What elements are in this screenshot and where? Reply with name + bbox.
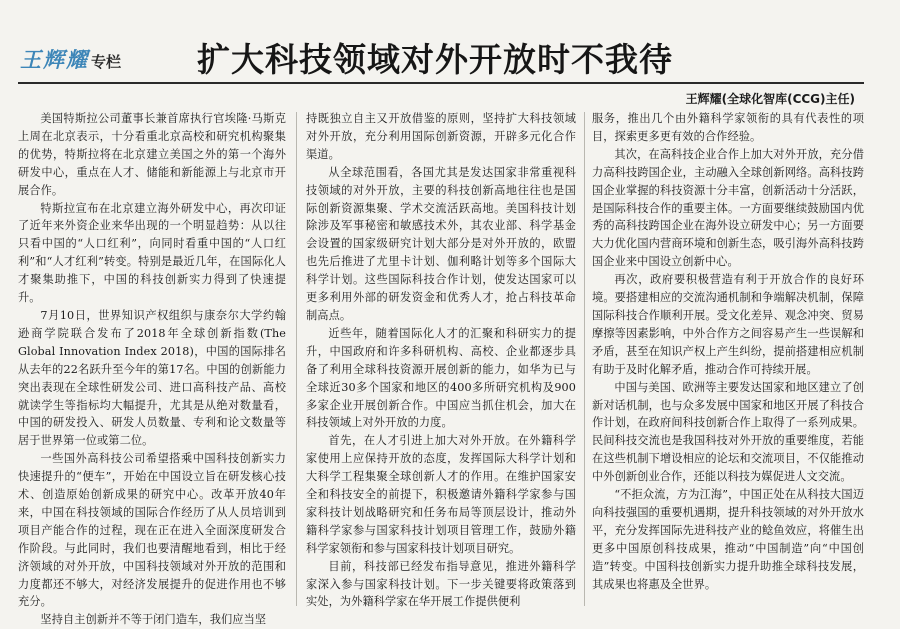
paragraph: 美国特斯拉公司董事长兼首席执行官埃隆·马斯克上周在北京表示，十分看重北京高校和研究机构聚集的优势，特斯拉将在北京建立美国之外的第一个海外研发中心，重点在人才、储能和新能源上与北京市开展合作。 bbox=[18, 112, 286, 197]
paragraph: 7月10日，世界知识产权组织与康奈尔大学约翰逊商学院联合发布了2018年全球创新指数(The Global Innovation Index 2018)，中国的国际排名从去年的22名跃升至今年的第17名。中国的创新能力突出表现在全球性研发公司、进口高科技产品、高校就读学生等指标均大幅提升，尤其是从绝对数量看，中国的研发投入、研发人员数量、专利和论文数量等居于世界第一位或第二位。 bbox=[18, 308, 286, 448]
paragraph: 服务，推出几个由外籍科学家领衔的具有代表性的项目，探索更多更有效的合作经验。 bbox=[592, 112, 864, 143]
article-column-1 bbox=[18, 110, 286, 627]
paragraph: 目前，科技部已经发布指导意见，推进外籍科学家深入参与国家科技计划。下一步关键要将政策落到实处，为外籍科学家在华开展工作提供便利 bbox=[306, 559, 576, 609]
header-divider bbox=[18, 82, 864, 84]
paragraph: 坚持自主创新并不等于闭门造车，我们应当坚 bbox=[40, 613, 267, 627]
article-column-3 bbox=[592, 110, 864, 610]
paragraph: 一些国外高科技公司希望搭乘中国科技创新实力快速提升的“便车”，开始在中国设立旨在研发核心技术、创造原始创新成果的研究中心。改革开放40年来，中国在科技领域的国际合作经历了从人员培训到项目产能合作的过程，现在正在进入全面深度研发合作阶段。与此同时，我们也要清醒地看到，相比于经济领域的对外开放，中国科技领域对外开放的范围和力度都还不够大，对经济发展提升的促进作用也不够充分。 bbox=[18, 452, 286, 609]
column-divider bbox=[296, 112, 297, 606]
paragraph: 从全球范围看，各国尤其是发达国家非常重视科技领域的对外开放，主要的科技创新高地往往也是国际创新资源集聚、学术交流活跃高地。美国科技计划除涉及军事秘密和敏感技术外，其农业部、科学基金会设置的国家级研究计划大部分是对外开放的，欧盟也先后推进了尤里卡计划、伽利略计划等多个国际大科学计划。这些国际科技合作计划，使发达国家可以更多利用外部的研发资金和优秀人才，抢占科技革命制高点。 bbox=[306, 165, 576, 322]
paragraph: 首先，在人才引进上加大对外开放。在外籍科学家使用上应保持开放的态度，发挥国际大科学计划和大科学工程集聚全球创新人才的作用。在维护国家安全和科技安全的前提下，积极邀请外籍科学家参与国家科技计划战略研究和任务布局等顶层设计，推动外籍科学家参与国家科技计划项目管理工作，鼓励外籍科学家领衔和参与国家科技计划项目研究。 bbox=[306, 434, 576, 555]
paragraph: 近些年，随着国际化人才的汇聚和科研实力的提升，中国政府和许多科研机构、高校、企业都逐步具备了利用全球科技资源开展创新的能力，如华为已与全球近30多个国家和地区的400多所研究机构及900多家企业开展创新合作。中国应当抓住机会，加大在科技领域上对外开放的力度。 bbox=[306, 326, 576, 430]
column-tag bbox=[20, 44, 121, 74]
column-divider bbox=[584, 112, 585, 606]
column-label: 专栏 bbox=[91, 53, 122, 71]
paragraph: 中国与美国、欧洲等主要发达国家和地区建立了创新对话机制，也与众多发展中国家和地区开展了科技合作计划，在政府间科技创新合作上取得了一系列成果。民间科技交流也是我国科技对外开放的重要维度，若能在这些机制下增设相应的论坛和交流项目，不仅能推动中外创新创业合作，还能以科技为媒促进人文交流。 bbox=[592, 380, 864, 484]
article-column-2 bbox=[306, 110, 576, 610]
byline: 王辉耀(全球化智库(CCG)主任) bbox=[685, 92, 855, 106]
paragraph: “不拒众流，方为江海”，中国正处在从科技大国迈向科技强国的重要机遇期，提升科技领域的对外开放水平，充分发挥国际先进科技产业的鲶鱼效应，将催生出更多中国原创科技成果，推动“中国制造”向“中国创造”转变。中国科技创新实力提升助推全球科技发展，其成果也将惠及全世界。 bbox=[592, 488, 864, 591]
paragraph: 持既独立自主又开放借鉴的原则，坚持扩大科技领域对外开放，充分利用国际创新资源，开辟多元化合作渠道。 bbox=[306, 112, 576, 161]
paragraph: 其次，在高科技企业合作上加大对外开放，充分借力高科技跨国企业，主动融入全球创新网络。高科技跨国企业掌握的科技资源十分丰富，创新活动十分活跃，是国际科技合作的重要主体。一方面要继续鼓励国内优秀的高科技跨国企业在海外设立研发中心；另一方面要大力优化国内营商环境和创新生态，吸引海外高科技跨国企业来中国设立创新中心。 bbox=[592, 147, 864, 269]
paragraph: 特斯拉宣布在北京建立海外研发中心，再次印证了近年来外资企业来华出现的一个明显趋势：从以往只看中国的“人口红利”，向同时看重中国的“人口红利”和“人才红利”转变。特别是最近几年，在国际化人才聚集助推下，中国的科技创新实力得到了快速提升。 bbox=[18, 201, 286, 305]
headline: 扩大科技领域对外开放时不我待 bbox=[197, 40, 673, 79]
column-author-name: 王辉耀 bbox=[20, 47, 89, 72]
paragraph: 再次，政府要积极营造有利于开放合作的良好环境。要搭建相应的交流沟通机制和争端解决机制，保障国际科技合作顺利开展。受文化差异、观念冲突、贸易摩擦等因素影响，中外合作方之间容易产生一些误解和矛盾，甚至在知识产权上产生纠纷，提前搭建相应机制有助于及时化解矛盾，推动合作可持续开展。 bbox=[592, 273, 864, 376]
